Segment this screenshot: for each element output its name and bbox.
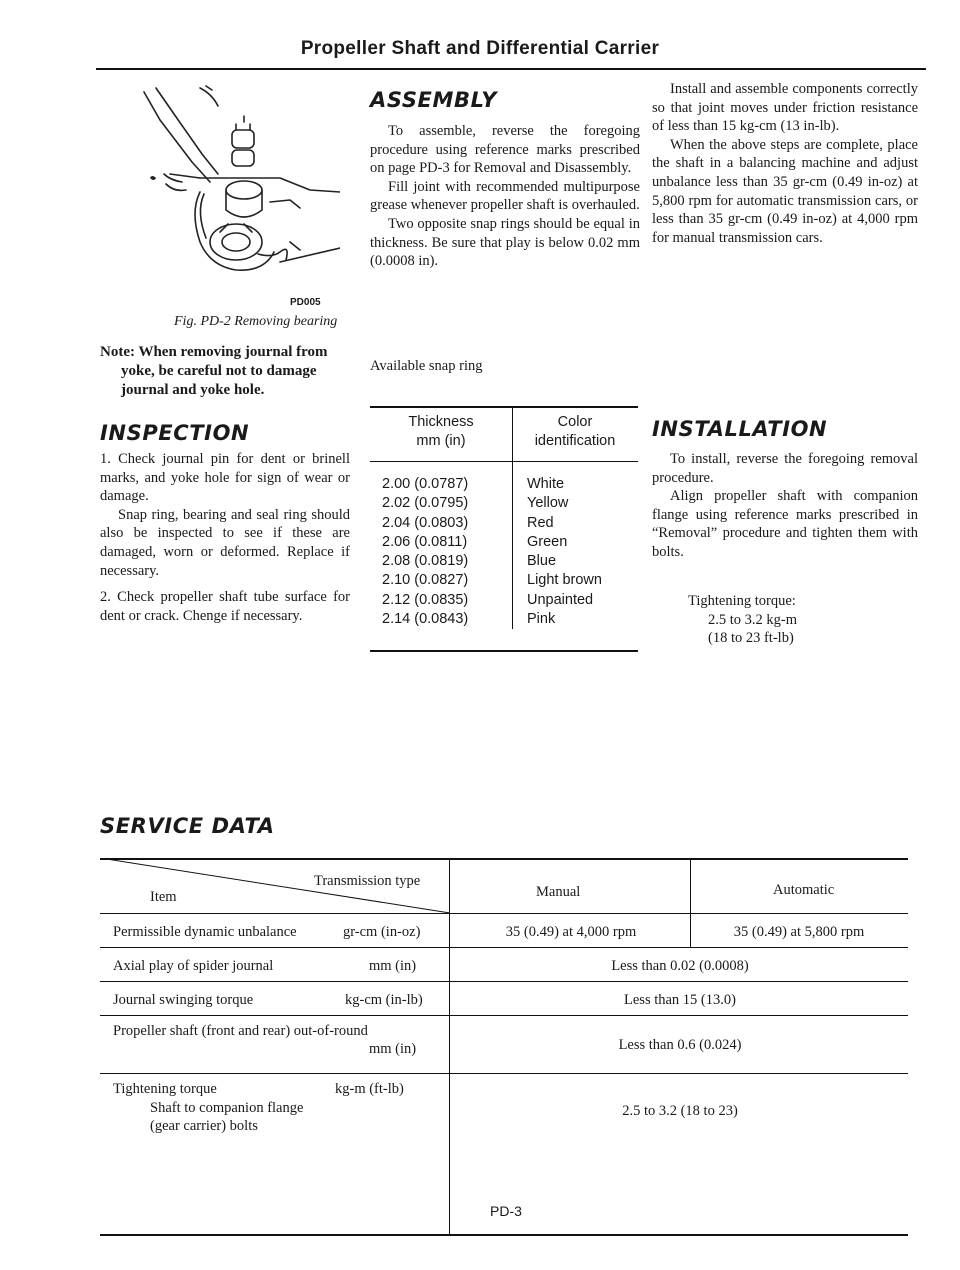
torque-label: Tightening torque: [688, 593, 796, 609]
row3-item: Journal swinging torque [113, 992, 254, 1008]
table-row-thickness: 2.14 (0.0843) [382, 611, 469, 628]
removing-bearing-illustration [140, 82, 340, 302]
row1-manual-value: 35 (0.49) at 4,000 rpm [505, 924, 637, 940]
table-row-color: Green [527, 533, 568, 550]
balancing-paragraph: When the above steps are complete, place the shaft in a balancing machine and adjust unbalance less than 35 gr-cm (0.49 in-oz) at 5,800 rpm for automatic transmission cars, or less than 35 gr-cm (0.49 in-oz) at 4,000 rpm for manual transmission cars. [652, 136, 918, 246]
table-row-color: Yellow [527, 495, 569, 512]
service-header-item: Item [150, 889, 177, 905]
assembly-heading: ASSEMBLY [370, 88, 498, 112]
installation-body [652, 450, 918, 562]
installation-torque [688, 592, 797, 648]
right-column-body [652, 80, 918, 247]
service-header-transmission-type: Transmission type [314, 873, 421, 889]
table-row-thickness: 2.12 (0.0835) [382, 591, 469, 608]
row1-item: Permissible dynamic unbalance [113, 924, 297, 940]
service-table-header-rule [100, 913, 908, 914]
row5-sub-line-1: Shaft to companion flange [150, 1100, 304, 1116]
note-body: Note: When removing journal from yoke, be careful not to damage journal and yoke hole. [100, 344, 328, 398]
assembly-paragraph-1: To assemble, reverse the foregoing procedure using reference marks prescribed on page PD-3 for Removal and Disassembly. [370, 123, 640, 177]
row5-item: Tightening torque [113, 1081, 217, 1097]
snap-table-header-thickness [370, 413, 512, 452]
inspection-item-2: 2. Check propeller shaft tube surface for dent or crack. Chenge if necessary. [100, 589, 350, 624]
row4-unit: mm (in) [369, 1041, 417, 1057]
row5-sub-line-2: (gear carrier) bolts [150, 1118, 258, 1134]
table-row-color: Pink [527, 611, 556, 628]
color-header-line-2: identification [534, 433, 616, 450]
service-table-item-divider [449, 858, 450, 1234]
note-text [100, 343, 352, 400]
installation-paragraph-2: Align propeller shaft with companion flange using reference marks prescribed in “Removal” procedure and tighten them with bolts. [652, 488, 918, 560]
table-row-color: Unpainted [527, 591, 594, 608]
installation-heading: INSTALLATION [652, 417, 828, 441]
service-table-row4-rule [100, 1073, 908, 1074]
torque-value-metric: 2.5 to 3.2 kg-m [708, 611, 798, 628]
snap-table-bottom-rule [370, 650, 638, 652]
thickness-header-line-1: Thickness [408, 414, 474, 430]
page-header-title: Propeller Shaft and Differential Carrier [300, 38, 660, 59]
row4-item: Propeller shaft (front and rear) out-of-round [113, 1023, 368, 1039]
snap-ring-label: Available snap ring [370, 358, 483, 374]
table-row-color: White [527, 476, 565, 492]
thickness-header-line-2: mm (in) [416, 433, 466, 450]
inspection-item-1: 1. Check journal pin for dent or brinell marks, and yoke hole for sign of wear or damage. [100, 451, 350, 505]
torque-value-imperial: (18 to 23 ft-lb) [708, 630, 794, 647]
assembly-paragraph-2: Fill joint with recommended multipurpose grease whenever propeller shaft is overhauled. [370, 178, 640, 214]
figure-code: PD005 [290, 297, 321, 308]
table-row-thickness: 2.08 (0.0819) [382, 553, 469, 570]
inspection-item-1-detail: Snap ring, bearing and seal ring should also be inspected to see if these are damaged, worn or deformed. Replace if necessary. [100, 506, 350, 579]
table-row-thickness: 2.02 (0.0795) [382, 495, 469, 512]
table-row-color: Red [527, 514, 554, 531]
color-header-line-1: Color [557, 414, 593, 430]
assembly-paragraph-3: Two opposite snap rings should be equal in thickness. Be sure that play is below 0.02 mm (0.0008 in). [370, 215, 640, 270]
service-table-bottom-rule [100, 1234, 908, 1236]
row4-value: Less than 0.6 (0.024) [618, 1037, 742, 1053]
row2-value: Less than 0.02 (0.0008) [611, 958, 749, 974]
row1-automatic-value: 35 (0.49) at 5,800 rpm [733, 924, 865, 940]
installation-paragraph-1: To install, reverse the foregoing removal procedure. [652, 451, 918, 486]
snap-table-header-color [512, 413, 638, 452]
assembly-body [370, 122, 640, 271]
row3-unit: kg-cm (in-lb) [345, 992, 423, 1008]
page-number: PD-3 [490, 1203, 522, 1219]
service-data-heading: SERVICE DATA [100, 814, 275, 838]
table-row-thickness: 2.06 (0.0811) [382, 533, 468, 550]
inspection-body [100, 450, 350, 625]
row1-unit: gr-cm (in-oz) [343, 924, 421, 940]
table-row-color: Blue [527, 553, 557, 570]
install-joint-paragraph: Install and assemble components correctly so that joint moves under friction resistance of less than 15 kg-cm (13 in-lb). [652, 81, 918, 135]
row2-unit: mm (in) [369, 958, 417, 974]
service-table-row2-rule [100, 981, 908, 982]
service-table-row3-rule [100, 1015, 908, 1016]
table-row-thickness: 2.00 (0.0787) [382, 476, 469, 492]
service-table-row1-rule [100, 947, 908, 948]
snap-table-header-rule [370, 461, 638, 462]
row5-value: 2.5 to 3.2 (18 to 23) [622, 1103, 738, 1119]
figure-caption: Fig. PD-2 Removing bearing [174, 314, 338, 329]
snap-table-top-rule [370, 406, 638, 408]
table-row-thickness: 2.10 (0.0827) [382, 572, 469, 589]
row5-unit: kg-m (ft-lb) [335, 1081, 404, 1097]
row3-value: Less than 15 (13.0) [624, 992, 736, 1008]
service-header-automatic: Automatic [773, 882, 835, 898]
snap-table-color-column [527, 475, 602, 629]
row2-item: Axial play of spider journal [113, 958, 274, 974]
table-row-thickness: 2.04 (0.0803) [382, 514, 469, 531]
table-row-color: Light brown [527, 572, 602, 589]
header-rule [96, 68, 926, 70]
service-header-manual: Manual [536, 884, 581, 900]
snap-table-thickness-column [382, 475, 468, 629]
inspection-heading: INSPECTION [100, 421, 250, 445]
